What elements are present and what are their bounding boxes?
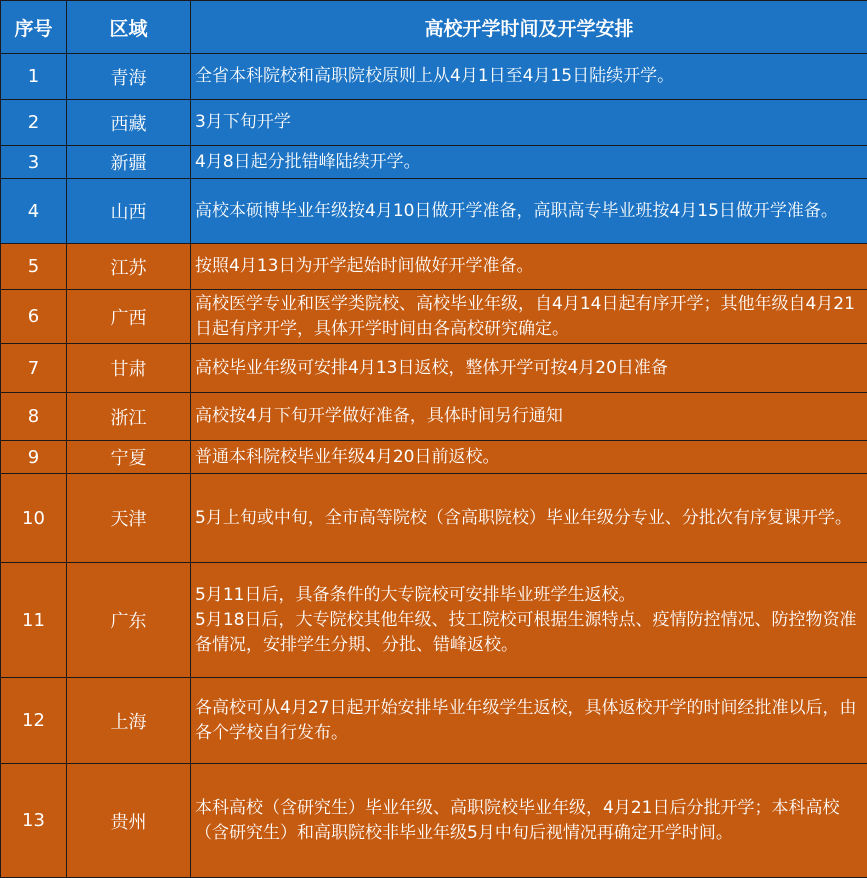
row-region: 广西 xyxy=(67,290,191,344)
row-schedule xyxy=(191,393,867,441)
row-schedule xyxy=(191,244,867,290)
schedule-line: 5月11日后，具备条件的大专院校可安排毕业班学生返校。 xyxy=(195,583,861,608)
table-row xyxy=(1,441,867,474)
row-index: 1 xyxy=(1,54,67,100)
row-region: 天津 xyxy=(67,474,191,563)
row-region: 山西 xyxy=(67,179,191,244)
row-index: 2 xyxy=(1,100,67,146)
table-header-row xyxy=(1,1,867,54)
table-row xyxy=(1,764,867,878)
row-schedule xyxy=(191,441,867,474)
row-index: 3 xyxy=(1,146,67,179)
schedule-line: 高校医学专业和医学类院校、高校毕业年级，自4月14日起有序开学；其他年级自4月21日起有序开学，具体开学时间由各高校研究确定。 xyxy=(195,292,861,342)
table-row xyxy=(1,146,867,179)
row-region: 青海 xyxy=(67,54,191,100)
row-index: 6 xyxy=(1,290,67,344)
row-schedule xyxy=(191,100,867,146)
table-row xyxy=(1,100,867,146)
row-region: 甘肃 xyxy=(67,344,191,393)
row-region: 上海 xyxy=(67,678,191,764)
table-row xyxy=(1,474,867,563)
row-region: 宁夏 xyxy=(67,441,191,474)
row-index: 5 xyxy=(1,244,67,290)
row-index: 11 xyxy=(1,563,67,678)
row-region: 广东 xyxy=(67,563,191,678)
row-schedule xyxy=(191,678,867,764)
header-schedule: 高校开学时间及开学安排 xyxy=(191,1,867,54)
table-row xyxy=(1,393,867,441)
row-index: 13 xyxy=(1,764,67,878)
row-schedule xyxy=(191,563,867,678)
table-row xyxy=(1,344,867,393)
table-row xyxy=(1,244,867,290)
row-region: 新疆 xyxy=(67,146,191,179)
schedule-line: 5月上旬或中旬，全市高等院校（含高职院校）毕业年级分专业、分批次有序复课开学。 xyxy=(195,506,861,531)
row-schedule xyxy=(191,474,867,563)
table-row xyxy=(1,179,867,244)
schedule-line: 各高校可从4月27日起开始安排毕业年级学生返校，具体返校开学的时间经批准以后，由各个学校自行发布。 xyxy=(195,696,861,746)
table-row xyxy=(1,678,867,764)
schedule-line: 高校本硕博毕业年级按4月10日做开学准备，高职高专毕业班按4月15日做开学准备。 xyxy=(195,199,861,224)
header-region: 区域 xyxy=(67,1,191,54)
row-schedule xyxy=(191,290,867,344)
row-schedule xyxy=(191,179,867,244)
table-row xyxy=(1,290,867,344)
row-index: 4 xyxy=(1,179,67,244)
row-region: 浙江 xyxy=(67,393,191,441)
row-region: 贵州 xyxy=(67,764,191,878)
schedule-line: 本科高校（含研究生）毕业年级、高职院校毕业年级，4月21日后分批开学；本科高校（含研究生）和高职院校非毕业年级5月中旬后视情况再确定开学时间。 xyxy=(195,796,861,846)
schedule-line: 全省本科院校和高职院校原则上从4月1日至4月15日陆续开学。 xyxy=(195,64,861,89)
schedule-line: 普通本科院校毕业年级4月20日前返校。 xyxy=(195,445,861,470)
table-row xyxy=(1,563,867,678)
table-row xyxy=(1,54,867,100)
schedule-line: 3月下旬开学 xyxy=(195,110,861,135)
row-region: 西藏 xyxy=(67,100,191,146)
row-index: 7 xyxy=(1,344,67,393)
row-index: 9 xyxy=(1,441,67,474)
schedule-line: 按照4月13日为开学起始时间做好开学准备。 xyxy=(195,254,861,279)
row-schedule xyxy=(191,54,867,100)
row-region: 江苏 xyxy=(67,244,191,290)
row-index: 10 xyxy=(1,474,67,563)
row-index: 8 xyxy=(1,393,67,441)
row-schedule xyxy=(191,146,867,179)
header-index: 序号 xyxy=(1,1,67,54)
row-schedule xyxy=(191,764,867,878)
schedule-line: 4月8日起分批错峰陆续开学。 xyxy=(195,150,861,175)
row-index: 12 xyxy=(1,678,67,764)
schedule-line: 高校按4月下旬开学做好准备，具体时间另行通知 xyxy=(195,404,861,429)
row-schedule xyxy=(191,344,867,393)
schedule-line: 高校毕业年级可安排4月13日返校，整体开学可按4月20日准备 xyxy=(195,356,861,381)
schedule-line: 5月18日后，大专院校其他年级、技工院校可根据生源特点、疫情防控情况、防控物资准备情况，安排学生分期、分批、错峰返校。 xyxy=(195,608,861,658)
